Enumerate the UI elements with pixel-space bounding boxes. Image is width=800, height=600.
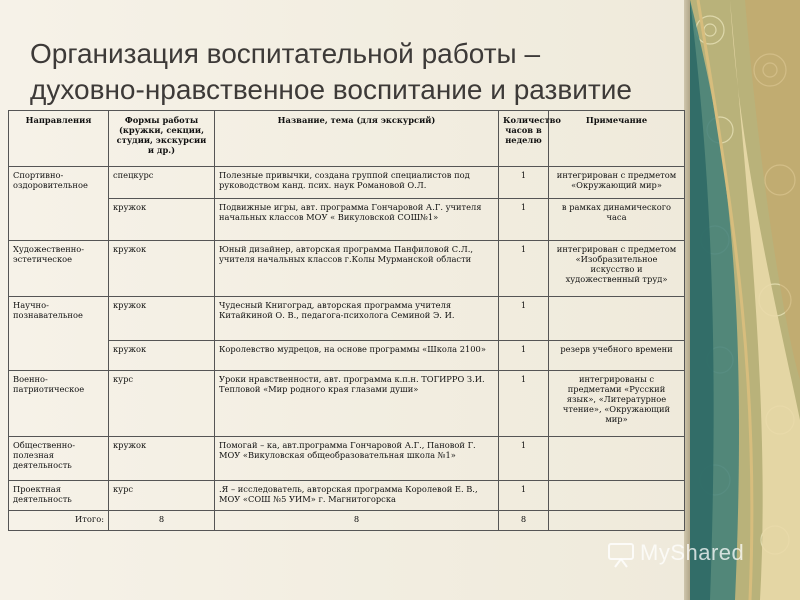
- decorative-panel: [690, 0, 800, 600]
- form-cell: курс: [109, 481, 215, 511]
- table-row: [9, 341, 685, 371]
- direction-cell: Проектная деятельность: [9, 481, 109, 511]
- direction-cell: Научно-познавательное: [9, 297, 109, 371]
- total-hours: 8: [499, 511, 549, 531]
- table-row: [9, 241, 685, 297]
- name-cell: Уроки нравственности, авт. программа к.п.н. ТОГИРРО З.И. Тепловой «Мир родного края глазами души»: [215, 371, 499, 437]
- direction-cell: Художественно-эстетическое: [9, 241, 109, 297]
- column-header-note: Примечание: [549, 111, 685, 167]
- note-cell: [549, 481, 685, 511]
- table-header-row: [9, 111, 685, 167]
- hours-cell: 1: [499, 297, 549, 341]
- direction-cell: Военно-патриотическое: [9, 371, 109, 437]
- column-header-direction: Направления: [9, 111, 109, 167]
- name-cell: .Я – исследователь, авторская программа Королевой Е. В., МОУ «СОШ №5 УИМ» г. Магнитогорска: [215, 481, 499, 511]
- hours-cell: 1: [499, 341, 549, 371]
- form-cell: курс: [109, 371, 215, 437]
- total-label: Итого:: [9, 511, 109, 531]
- hours-cell: 1: [499, 241, 549, 297]
- activities-table: [8, 110, 685, 531]
- hours-cell: 1: [499, 167, 549, 199]
- table-row: [9, 371, 685, 437]
- title-line-2: духовно-нравственное воспитание и развитие: [30, 74, 632, 105]
- form-cell: спецкурс: [109, 167, 215, 199]
- name-cell: Полезные привычки, создана группой специалистов под руководством канд. псих. наук Романовой О.Л.: [215, 167, 499, 199]
- direction-cell: Спортивно-оздоровительное: [9, 167, 109, 241]
- table-row: [9, 167, 685, 199]
- name-cell: Помогай – ка, авт.программа Гончаровой А.Г., Пановой Г. МОУ «Викуловская общеобразовательная школа №1»: [215, 437, 499, 481]
- column-header-hours: Количество часов в неделю: [499, 111, 549, 167]
- hours-cell: 1: [499, 371, 549, 437]
- form-cell: кружок: [109, 199, 215, 241]
- hours-cell: 1: [499, 481, 549, 511]
- note-cell: [549, 437, 685, 481]
- note-cell: резерв учебного времени: [549, 341, 685, 371]
- table-row: [9, 481, 685, 511]
- hours-cell: 1: [499, 199, 549, 241]
- hours-cell: 1: [499, 437, 549, 481]
- note-cell: в рамках динамического часа: [549, 199, 685, 241]
- table-total-row: [9, 511, 685, 531]
- direction-cell: Общественно-полезная деятельность: [9, 437, 109, 481]
- presentation-board-icon: [607, 541, 635, 569]
- column-header-forms: Формы работы (кружки, секции, студии, экскурсии и др.): [109, 111, 215, 167]
- form-cell: кружок: [109, 297, 215, 341]
- column-header-name: Название, тема (для экскурсий): [215, 111, 499, 167]
- name-cell: Юный дизайнер, авторская программа Панфиловой С.Л., учителя начальных классов г.Колы Мурманской области: [215, 241, 499, 297]
- decorative-pattern: [690, 0, 800, 600]
- name-cell: Подвижные игры, авт. программа Гончаровой А.Г. учителя начальных классов МОУ « Викуловской СОШ№1»: [215, 199, 499, 241]
- form-cell: кружок: [109, 437, 215, 481]
- title-line-1: Организация воспитательной работы –: [30, 38, 541, 69]
- form-cell: кружок: [109, 341, 215, 371]
- watermark-logo: MyShared: [640, 540, 745, 565]
- form-cell: кружок: [109, 241, 215, 297]
- table-row: [9, 199, 685, 241]
- total-forms: 8: [109, 511, 215, 531]
- page-title: [30, 36, 670, 108]
- note-cell: интегрированы с предметами «Русский язык», «Литературное чтение», «Окружающий мир»: [549, 371, 685, 437]
- note-cell: [549, 297, 685, 341]
- note-cell: интегрирован с предметом «Окружающий мир»: [549, 167, 685, 199]
- note-cell: интегрирован с предметом «Изобразительное искусство и художественный труд»: [549, 241, 685, 297]
- table-row: [9, 437, 685, 481]
- name-cell: Королевство мудрецов, на основе программы «Школа 2100»: [215, 341, 499, 371]
- total-names: 8: [215, 511, 499, 531]
- total-note: [549, 511, 685, 531]
- name-cell: Чудесный Книгоград, авторская программа учителя Китайкиной О. В., педагога-психолога Семиной Э. И.: [215, 297, 499, 341]
- table-row: [9, 297, 685, 341]
